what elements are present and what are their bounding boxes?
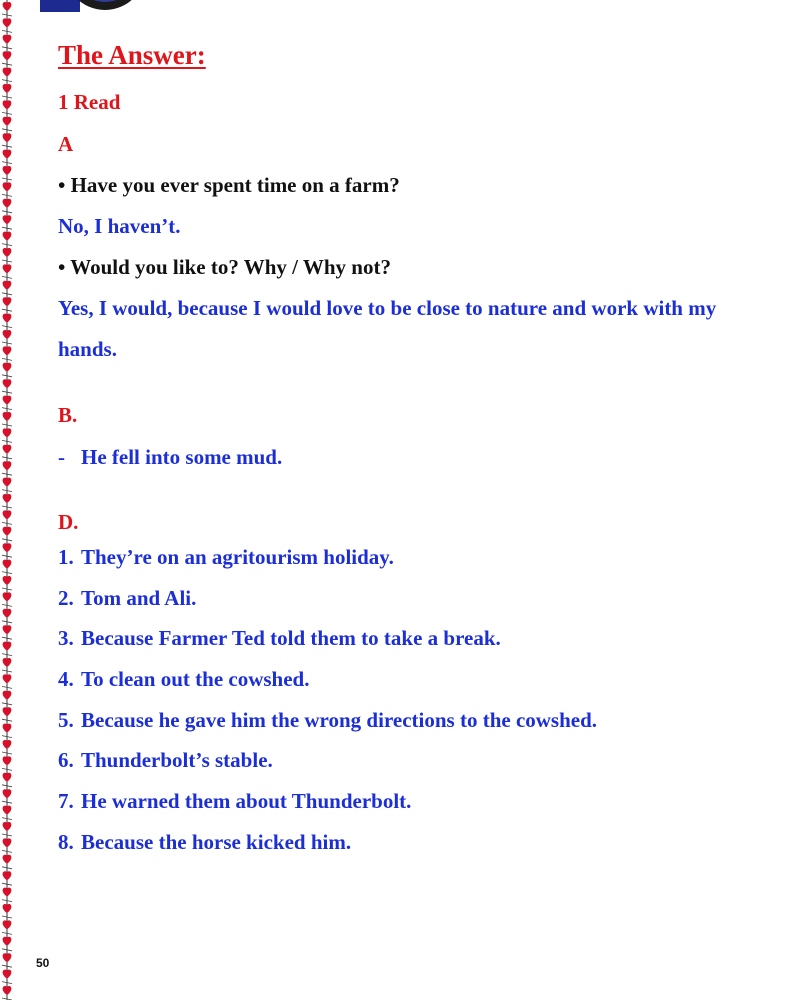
item-number: 6. <box>58 748 74 773</box>
question-2: • Would you like to? Why / Why not? <box>58 255 391 279</box>
list-item <box>58 545 597 586</box>
item-text: Tom and Ali. <box>81 585 197 610</box>
item-number: 5. <box>58 707 74 732</box>
item-text: They’re on an agritourism holiday. <box>81 545 394 569</box>
section-heading-read: 1 Read <box>58 90 121 114</box>
list-item <box>58 626 597 667</box>
page-number: 50 <box>36 956 50 970</box>
part-a-label: A <box>58 132 74 156</box>
list-item <box>58 830 597 871</box>
page-title: The Answer: <box>58 40 206 70</box>
item-number: 7. <box>58 789 74 814</box>
item-text: To clean out the cowshed. <box>81 667 310 692</box>
list-item <box>58 586 597 627</box>
answer-2: Yes, I would, because I would love to be close to nature and work with my hands. <box>58 296 717 361</box>
item-text: Because the horse kicked him. <box>81 829 352 854</box>
answer-1: No, I haven’t. <box>58 214 181 238</box>
list-item <box>58 667 597 708</box>
item-number: 3. <box>58 626 74 651</box>
part-d-answer-list <box>58 545 597 871</box>
item-text: Thunderbolt’s stable. <box>81 748 273 773</box>
item-number: 2. <box>58 585 74 610</box>
list-dash: - <box>58 445 65 469</box>
part-b-answer-row <box>58 445 282 470</box>
item-text: He warned them about Thunderbolt. <box>81 789 412 814</box>
heart-bead-border <box>0 0 16 1000</box>
part-d-label: D. <box>58 510 79 534</box>
part-b-label: B. <box>58 403 78 427</box>
question-1: • Have you ever spent time on a farm? <box>58 173 400 197</box>
item-text: Because he gave him the wrong directions to the cowshed. <box>81 707 598 732</box>
item-number: 8. <box>58 829 74 854</box>
list-item <box>58 708 597 749</box>
list-item <box>58 789 597 830</box>
item-number: 4. <box>58 667 74 692</box>
corner-badge-decoration <box>40 0 180 12</box>
part-b-answer: He fell into some mud. <box>81 445 283 469</box>
list-item <box>58 748 597 789</box>
item-text: Because Farmer Ted told them to take a break. <box>81 626 501 651</box>
item-number: 1. <box>58 545 74 569</box>
